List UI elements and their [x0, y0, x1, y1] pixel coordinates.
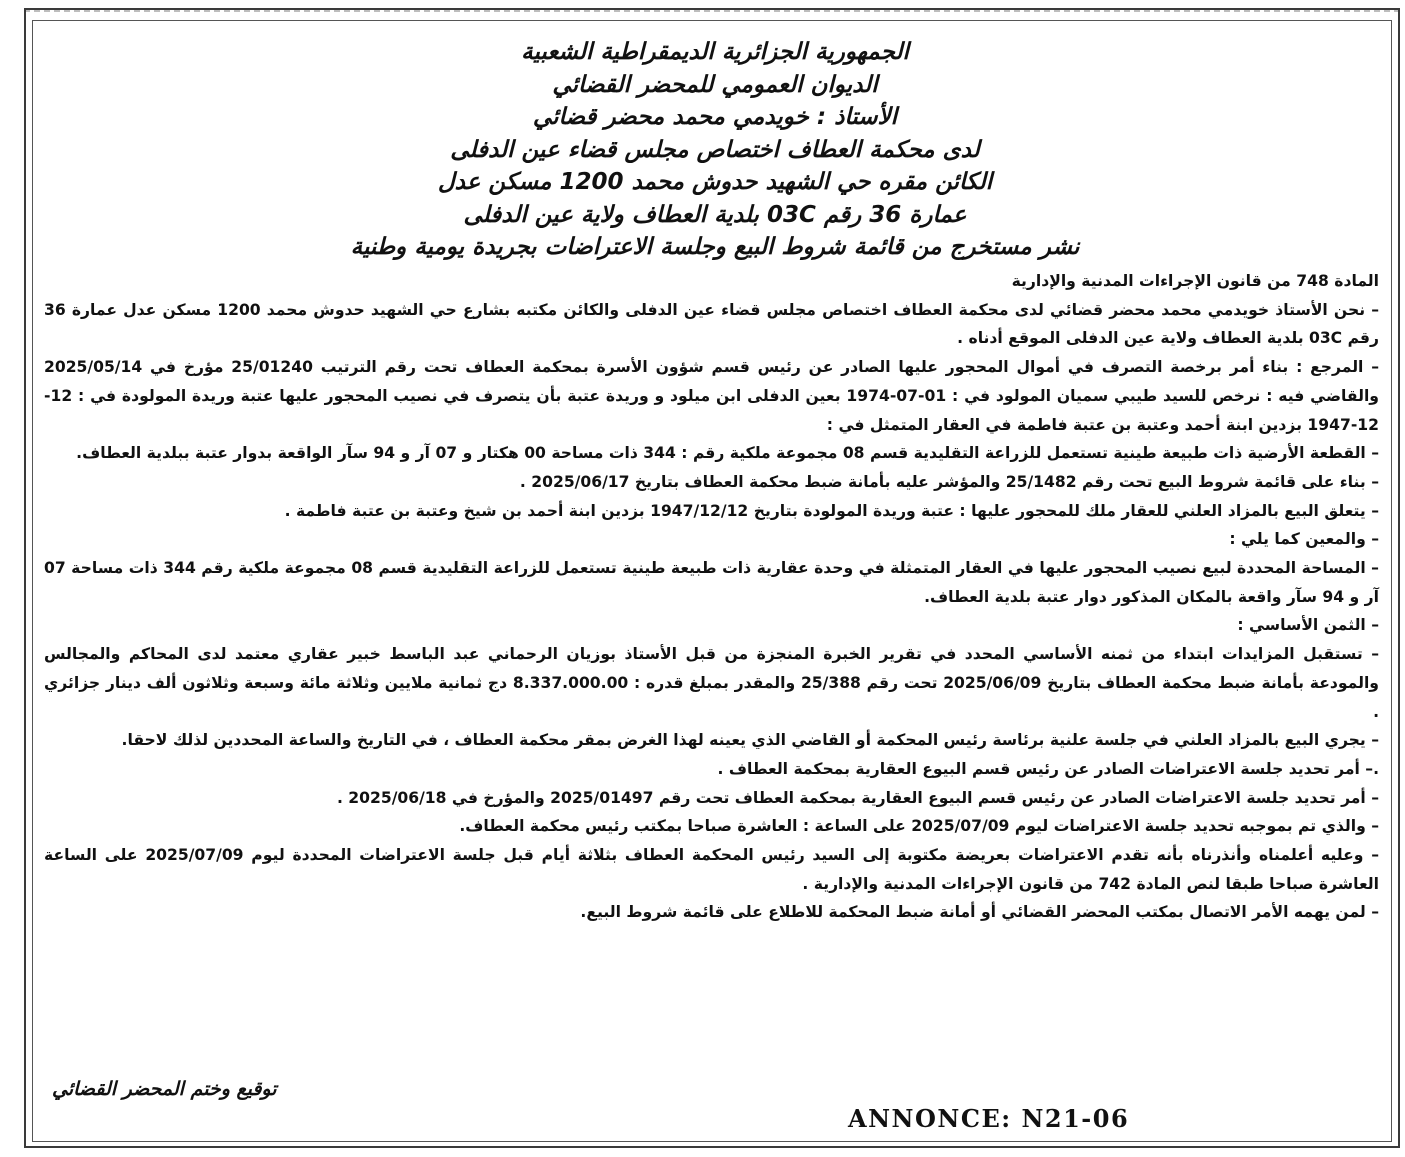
base-price-heading: – الثمن الأساسي :: [1237, 616, 1379, 635]
bailiff-intro-paragraph: – نحن الأستاذ خويدمي محمد محضر قضائي لدى محكمة العطاف اختصاص مجلس قضاء عين الدفلى والكائن مكتبه بشارع حي الشهيد حدوش محمد 1200 مسكن عدل عمارة 36 رقم 03C بلدية العطاف ولاية عين الدفلى الموقع أدناه .: [44, 300, 1379, 348]
area-paragraph: – المساحة المحددة لبيع نصيب المحجور عليها في العقار المتمثلة في وحدة عقارية ذات طبيعة طينية تستعمل للزراعة التقليدية قسم 08 مجموعة ملكية رقم 344 ذات مساحة 07 آر و 94 سآر واقعة بالمكان المذكور دوار عتبة بلدية العطاف.: [44, 559, 1379, 606]
header-office: الديوان العمومي للمحضر القضائي: [552, 71, 878, 98]
header-republic: الجمهورية الجزائرية الديمقراطية الشعبية: [521, 39, 909, 65]
header-court: لدى محكمة العطاف اختصاص مجلس قضاء عين الدفلى: [450, 136, 980, 163]
base-price-paragraph: – تستقبل المزايدات ابتداء من ثمنه الأساسي المحدد في تقرير الخبرة المنجزة من قبل الأستاذ بوزيان الرحماني عبد الباسط خبير عقاري معتمد لدى المحاكم والمجالس والمودعة بأمانة ضبط محكمة العطاف بتاريخ 2025/06/09 تحت رقم 25/388 والمقدر بمبلغ قدره : 8.337.000.00 دج ثمانية ملايين وثلاثة مائة وسبعة وثلاثون ألف دينار جزائري .: [44, 645, 1379, 721]
objection-notice-paragraph: – وعليه أعلمناه وأنذرناه بأنه تقدم الاعتراضات بعريضة مكتوبة إلى السيد رئيس المحكمة العطاف بثلاثة أيام قبل جلسة الاعتراضات المحددة ليوم 2025/07/09 على الساعة العاشرة صباحا طبقا لنص المادة 742 من قانون الإجراءات المدنية والإدارية .: [44, 846, 1380, 893]
notice-header: [60, 36, 1370, 264]
annonce-number: ANNONCE: N21-06: [848, 1104, 1130, 1133]
objection-order-paragraph: .– أمر تحديد جلسة الاعتراضات الصادر عن رئيس قسم البيوع العقارية بمحكمة العطاف .: [717, 759, 1379, 778]
header-address: الكائن مقره حي الشهيد حدوش محمد 1200 مسكن عدل: [437, 169, 993, 195]
auction-owner-paragraph: – يتعلق البيع بالمزاد العلني للعقار ملك للمحجور عليها : عتبة وريدة المولودة بتاريخ 1947/12/12 بزدين ابنة أحمد بن شيخ وعتبة بن عتبة فاطمة .: [284, 501, 1379, 520]
header-building: عمارة 36 رقم 03C بلدية العطاف ولاية عين الدفلى: [463, 201, 967, 228]
land-parcel-paragraph: – القطعة الأرضية ذات طبيعة طينية تستعمل للزراعة التقليدية قسم 08 مجموعة ملكية رقم : 344 ذات مساحة 00 هكتار و 07 آر و 94 سآر الواقعة بدوار عتبة ببلدية العطاف.: [76, 444, 1379, 463]
designation-heading: – والمعين كما يلي :: [1229, 530, 1379, 549]
header-bailiff-name: الأستاذ : خويدمي محمد محضر قضائي: [532, 104, 898, 130]
article-reference: المادة 748 من قانون الإجراءات المدنية والإدارية: [1011, 272, 1379, 290]
reference-order-paragraph: – المرجع : بناء أمر برخصة التصرف في أموال المحجور عليها الصادر عن رئيس قسم شؤون الأسرة بمحكمة العطاف تحت رقم الترتيب 25/01240 مؤرخ في 2025/05/14 والقاضي فيه : نرخص للسيد طيبي سميان المولود في : 01-07-1974 بعين الدفلى ابن ميلود و وريدة عتبة بأن يتصرف في نصيب المحجور عليها عتبة وريدة المولودة في : 12-12-1947 بزدين ابنة أحمد وعتبة بن عتبة فاطمة في العقار المتمثل في :: [44, 358, 1380, 434]
auction-session-paragraph: – يجري البيع بالمزاد العلني في جلسة علنية برئاسة رئيس المحكمة أو القاضي الذي يعينه لهذا الغرض بمقر محكمة العطاف ، في التاريخ والساعة المحددين لذلك لاحقا.: [121, 731, 1379, 750]
signature-caption: توقيع وختم المحضر القضائي: [52, 1078, 277, 1100]
contact-paragraph: – لمن يهمه الأمر الاتصال بمكتب المحضر القضائي أو أمانة ضبط المحكمة للاطلاع على قائمة شروط البيع.: [580, 903, 1379, 922]
notice-body: [44, 267, 1379, 927]
objection-order-number-paragraph: – أمر تحديد جلسة الاعتراضات الصادر عن رئيس قسم البيوع العقارية بمحكمة العطاف تحت رقم 2025/01497 والمؤرخ في 2025/06/18 .: [336, 788, 1379, 807]
header-publication-title: نشر مستخرج من قائمة شروط البيع وجلسة الاعتراضات بجريدة يومية وطنية: [350, 234, 1080, 260]
objection-date-paragraph: – والذي تم بموجبه تحديد جلسة الاعتراضات ليوم 2025/07/09 على الساعة : العاشرة صباحا بمكتب رئيس محكمة العطاف.: [459, 817, 1379, 836]
sale-conditions-paragraph: – بناء على قائمة شروط البيع تحت رقم 25/1482 والمؤشر عليه بأمانة ضبط محكمة العطاف بتاريخ 2025/06/17 .: [519, 472, 1379, 491]
